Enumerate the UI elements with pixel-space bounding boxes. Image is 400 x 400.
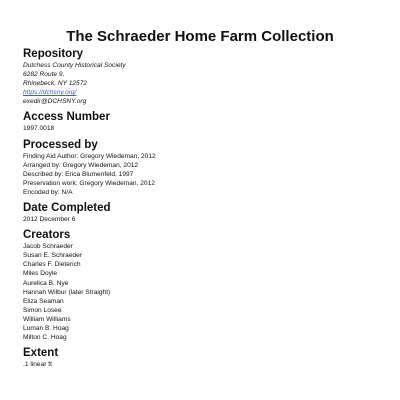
creator-name: Jacob Schraeder — [23, 243, 73, 251]
processed-by-line: Arranged by: Gregory Wiedeman, 2012 — [23, 161, 139, 169]
date-completed-heading: Date Completed — [23, 202, 111, 215]
extent-section — [23, 346, 383, 369]
page-title: The Schraeder Home Farm Collection — [66, 28, 334, 45]
repository-website-link[interactable]: https://dchsny.org/ — [23, 89, 77, 97]
processed-by-section — [23, 138, 383, 197]
processed-by-line: Encoded by: N/A — [23, 188, 73, 196]
creator-name: Hannah Wilbur (later Straight) — [23, 288, 111, 296]
extent-value: .1 linear ft — [23, 361, 52, 369]
processed-by-line: Described by: Erica Blumenfeld, 1997 — [23, 170, 134, 178]
creator-name: Luman B. Hoag — [23, 324, 69, 332]
access-number-value: 1997.0018 — [23, 125, 55, 133]
creators-heading: Creators — [23, 229, 71, 242]
processed-by-line: Finding Aid Author: Gregory Wiedeman, 2012 — [23, 152, 156, 160]
creator-name: Miles Doyle — [23, 270, 58, 278]
creators-section — [23, 228, 383, 342]
access-number-heading: Access Number — [23, 111, 110, 124]
creator-name: Simon Losee — [23, 306, 62, 314]
date-completed-section — [23, 201, 383, 224]
processed-by-line: Preservation work: Gregory Wiedeman, 2012 — [23, 179, 155, 187]
repository-section — [23, 47, 383, 106]
access-number-section — [23, 110, 383, 133]
finding-aid-content — [23, 47, 383, 373]
creator-name: Milton C. Hoag — [23, 334, 67, 342]
creator-name: Susan E. Schraeder — [23, 252, 83, 260]
date-completed-value: 2012 December 6 — [23, 216, 76, 224]
creator-name: Eliza Seaman — [23, 297, 64, 305]
processed-by-heading: Processed by — [23, 138, 98, 151]
repository-street: 6282 Route 9, — [23, 71, 65, 79]
repository-name: Dutchess County Historical Society — [23, 62, 126, 69]
extent-heading: Extent — [23, 347, 59, 360]
repository-email: exedir@DCHSNY.org — [23, 98, 87, 106]
creator-name: William Williams — [23, 315, 71, 323]
creator-name: Charles F. Dieterich — [23, 261, 81, 269]
repository-address — [23, 61, 383, 106]
creator-name: Aurelica B. Nye — [23, 279, 69, 287]
repository-heading: Repository — [23, 48, 84, 60]
repository-city: Rhinebeck, NY 12572 — [23, 80, 88, 88]
